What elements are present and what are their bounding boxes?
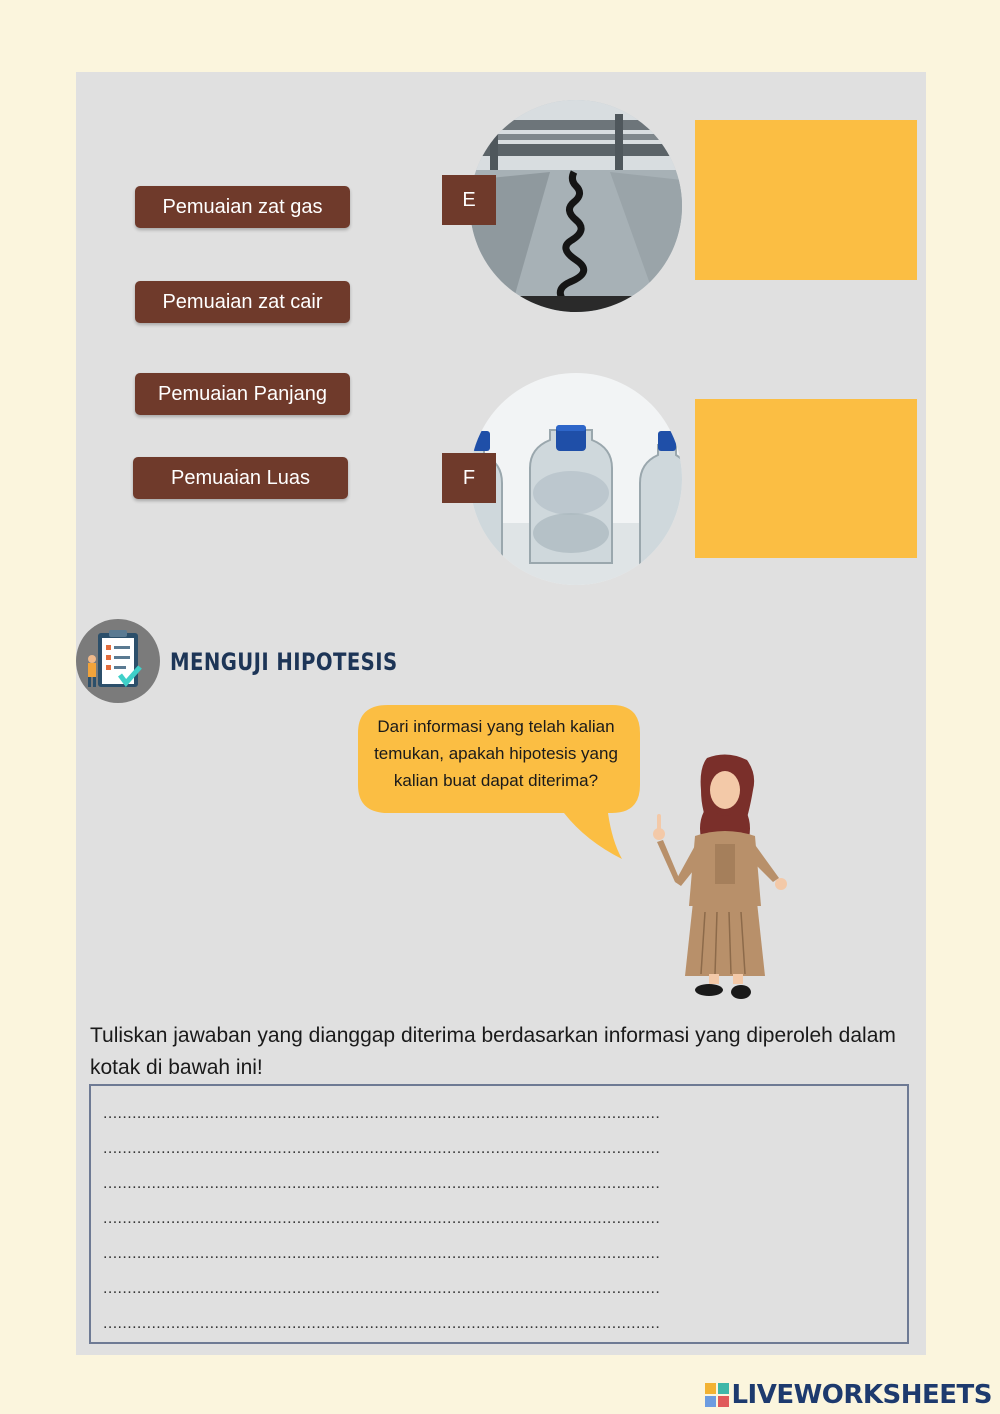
item-letter-f: F [442,453,496,503]
brand-name: LIVEWORKSHEETS [731,1380,992,1410]
water-bottles-image [470,373,682,585]
drag-label-pemuaian-zat-cair[interactable]: Pemuaian zat cair [135,281,350,323]
liveworksheets-logo-icon [705,1383,729,1407]
item-letter-e: E [442,175,496,225]
drag-label-pemuaian-zat-gas[interactable]: Pemuaian zat gas [135,186,350,228]
teacher-character-illustration [645,752,805,1000]
liveworksheets-branding [705,1380,992,1410]
answer-line: ................................................................................................................... [103,1105,661,1122]
drag-label-pemuaian-luas[interactable]: Pemuaian Luas [133,457,348,499]
answer-line: ................................................................................................................... [103,1140,661,1157]
instruction-text: Tuliskan jawaban yang dianggap diterima berdasarkan informasi yang diperoleh dalam kotak di bawah ini! [90,1024,896,1079]
drop-zone-e[interactable] [695,120,917,280]
answer-line: ................................................................................................................... [103,1315,661,1332]
answer-line: ................................................................................................................... [103,1245,661,1262]
answer-line: ................................................................................................................... [103,1210,661,1227]
section-title: MENGUJI HIPOTESIS [170,648,398,676]
bridge-expansion-joint-image [470,100,682,312]
drag-label-pemuaian-panjang[interactable]: Pemuaian Panjang [135,373,350,415]
drop-zone-f[interactable] [695,399,917,558]
answer-line: ................................................................................................................... [103,1280,661,1297]
answer-textarea[interactable] [89,1084,909,1344]
answer-line: ................................................................................................................... [103,1175,661,1192]
speech-text: Dari informasi yang telah kalian temukan, apakah hipotesis yang kalian buat dapat diterima? [374,717,618,790]
clipboard-checklist-icon [76,619,160,703]
